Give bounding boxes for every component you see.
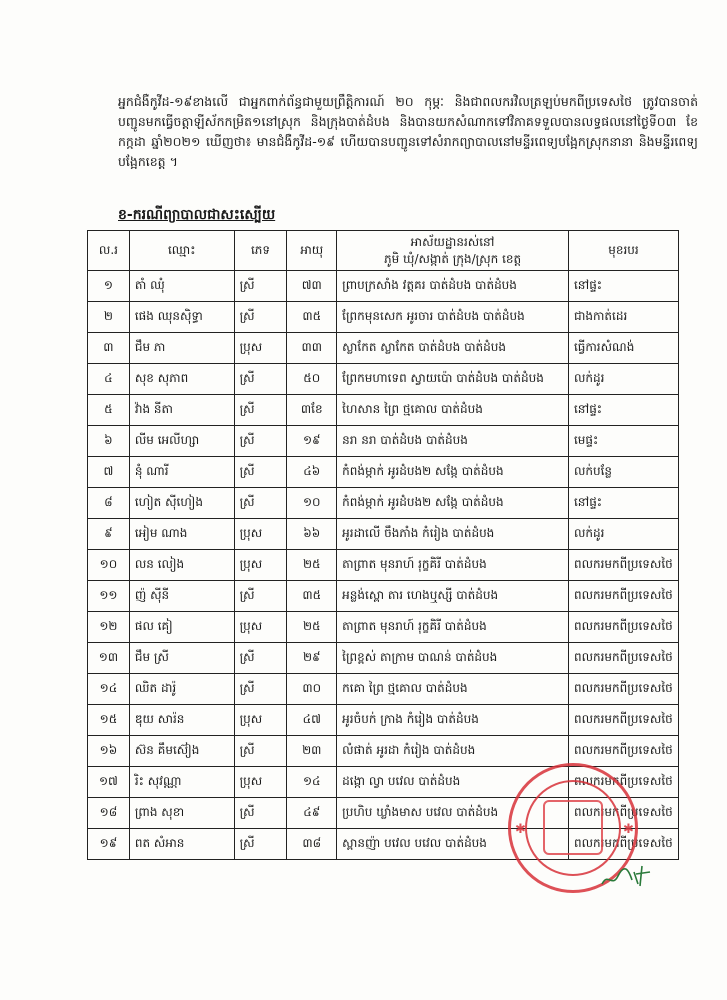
cell-address: ព្រៃខ្ពស់ តាក្រាម បាណន់ បាត់ដំបង	[337, 643, 569, 674]
cell-age: ២៣	[287, 736, 337, 767]
cell-name: ព្រាង សុខា	[129, 798, 234, 829]
cell-name: ផល គៀ	[129, 612, 234, 643]
cell-name: លីម អេលីហ្សា	[129, 426, 234, 457]
cell-age: ៣៣	[287, 333, 337, 364]
cell-address: អូរដាលើ ចឹងភាំង កំរៀង បាត់ដំបង	[337, 519, 569, 550]
cell-job: លក់ដូរ	[568, 364, 678, 395]
cell-sex: ស្រី	[234, 457, 287, 488]
cell-sex: ប្រុស	[234, 550, 287, 581]
cell-no: ១១	[88, 581, 130, 612]
cell-no: ៣	[88, 333, 130, 364]
cell-age: ១០	[287, 488, 337, 519]
table-row	[88, 581, 679, 612]
cell-sex: ស្រី	[234, 302, 287, 333]
cell-no: ២	[88, 302, 130, 333]
cell-address: ហៃសាន ព្រៃ ថ្មគោល បាត់ដំបង	[337, 395, 569, 426]
cell-sex: ស្រី	[234, 488, 287, 519]
cell-address: អន្លង់ស្ពោ តារ ហេងឬស្សី បាត់ដំបង	[337, 581, 569, 612]
table-row	[88, 271, 679, 302]
cell-job: ពលករមកពីប្រទេសថៃ	[568, 612, 678, 643]
cell-name: អៀម ណាង	[129, 519, 234, 550]
table-row	[88, 426, 679, 457]
cell-job: ពលករមកពីប្រទេសថៃ	[568, 674, 678, 705]
cell-sex: ប្រុស	[234, 767, 287, 798]
cell-address: តាព្រាត មុនរាហ៍ រុក្ខគិរី បាត់ដំបង	[337, 612, 569, 643]
seal-star-icon: ✱	[515, 822, 526, 837]
table-row	[88, 736, 679, 767]
cell-name: ផេង ឈុនស៊ិទ្ធា	[129, 302, 234, 333]
cell-name: ស៊ន គឹមស៊ៀង	[129, 736, 234, 767]
cell-address: លំផាត់ អូរដា កំរៀង បាត់ដំបង	[337, 736, 569, 767]
cell-sex: ស្រី	[234, 829, 287, 860]
cell-address: ស្លាកែត ស្លាកែត បាត់ដំបង បាត់ដំបង	[337, 333, 569, 364]
cell-no: ៦	[88, 426, 130, 457]
cell-job: ពលករមកពីប្រទេសថៃ	[568, 767, 678, 798]
cell-sex: ប្រុស	[234, 519, 287, 550]
cell-age: ៤៦	[287, 457, 337, 488]
table-row	[88, 612, 679, 643]
table-row	[88, 488, 679, 519]
cell-job: ពលករមកពីប្រទេសថៃ	[568, 798, 678, 829]
table-header-row	[88, 231, 679, 271]
table-row	[88, 550, 679, 581]
cell-address: ព្រែកមហាទេព ស្វាយប៉ោ បាត់ដំបង បាត់ដំបង	[337, 364, 569, 395]
cell-age: ៣៨	[287, 829, 337, 860]
cell-sex: ស្រី	[234, 426, 287, 457]
cell-no: ១៦	[88, 736, 130, 767]
cell-job: ពលករមកពីប្រទេសថៃ	[568, 736, 678, 767]
cell-address: កគោ ព្រៃ ថ្មគោល បាត់ដំបង	[337, 674, 569, 705]
cell-sex: ប្រុស	[234, 705, 287, 736]
cell-age: ១៤	[287, 767, 337, 798]
cell-name: តាំ ឈុំ	[129, 271, 234, 302]
cell-name: ជឹម ស្រី	[129, 643, 234, 674]
cell-no: ១០	[88, 550, 130, 581]
cell-age: ២៥	[287, 550, 337, 581]
cell-no: ១៣	[88, 643, 130, 674]
cell-address: តាព្រាត មុនរាហ៍ រុក្ខគិរី បាត់ដំបង	[337, 550, 569, 581]
cell-sex: ស្រី	[234, 674, 287, 705]
cell-address: ប្រហិប ឃ្លាំងមាស បវេល បាត់ដំបង	[337, 798, 569, 829]
cell-address: កំពង់ម្កាក់ អូរដំបង២ សង្កែ បាត់ដំបង	[337, 457, 569, 488]
header-sex: ភេទ	[234, 231, 287, 271]
cell-age: ៣០	[287, 674, 337, 705]
cell-no: ៥	[88, 395, 130, 426]
cell-sex: ស្រី	[234, 271, 287, 302]
cell-age: ៦៦	[287, 519, 337, 550]
cell-job: លក់បន្លែ	[568, 457, 678, 488]
cell-sex: ប្រុស	[234, 612, 287, 643]
cell-address: អូរចំបក់ ក្រាង កំរៀង បាត់ដំបង	[337, 705, 569, 736]
cell-job: នៅផ្ទះ	[568, 488, 678, 519]
cell-no: ១៧	[88, 767, 130, 798]
table-row	[88, 643, 679, 674]
signature-mark	[598, 858, 658, 892]
seal-star-icon: ✱	[623, 822, 634, 837]
cell-address: ស្ពានញ៉ា បវេល បវេល បាត់ដំបង	[337, 829, 569, 860]
cell-age: ៣ខែ	[287, 395, 337, 426]
cell-sex: ស្រី	[234, 643, 287, 674]
cell-age: ២៩	[287, 643, 337, 674]
cell-job: ពលករមកពីប្រទេសថៃ	[568, 705, 678, 736]
header-no: ល.រ	[88, 231, 130, 271]
table-row	[88, 302, 679, 333]
intro-paragraph	[118, 92, 698, 172]
cell-age: ៣៥	[287, 302, 337, 333]
header-name: ឈ្មោះ	[129, 231, 234, 271]
table-row	[88, 457, 679, 488]
cell-no: ១២	[88, 612, 130, 643]
section-title: ខ-ករណីព្យាបាលជាសះស្បើយ	[118, 207, 276, 223]
cell-address: នរា នរា បាត់ដំបង បាត់ដំបង	[337, 426, 569, 457]
cell-job: លក់ដូរ	[568, 519, 678, 550]
cell-no: ៤	[88, 364, 130, 395]
cell-name: សុខ សុភាព	[129, 364, 234, 395]
cell-age: ៧៣	[287, 271, 337, 302]
cell-address: ដង្កោ ល្វា បវេល បាត់ដំបង	[337, 767, 569, 798]
cell-sex: ប្រុស	[234, 333, 287, 364]
cell-address: ព្រាបក្រសាំង វត្តគរ បាត់ដំបង បាត់ដំបង	[337, 271, 569, 302]
table-row	[88, 395, 679, 426]
cell-age: ៤៧	[287, 705, 337, 736]
seal-emblem-icon	[543, 800, 603, 855]
cell-sex: ស្រី	[234, 581, 287, 612]
header-age: អាយុ	[287, 231, 337, 271]
table-row	[88, 519, 679, 550]
cell-name: ជឹម ភា	[129, 333, 234, 364]
header-job: មុខរបរ	[568, 231, 678, 271]
cell-age: ៤៩	[287, 798, 337, 829]
cell-name: ពត សំអាន	[129, 829, 234, 860]
header-address	[337, 231, 569, 271]
cell-name: ឌុយ សារ៉ន	[129, 705, 234, 736]
cell-no: ១៩	[88, 829, 130, 860]
cell-no: ១៨	[88, 798, 130, 829]
cell-age: ១៩	[287, 426, 337, 457]
cell-name: វ៉ាង នីតា	[129, 395, 234, 426]
cell-job: ពលករមកពីប្រទេសថៃ	[568, 581, 678, 612]
cell-sex: ស្រី	[234, 395, 287, 426]
cell-job: ជាងកាត់ដេរ	[568, 302, 678, 333]
cell-job: ពលករមកពីប្រទេសថៃ	[568, 643, 678, 674]
cell-name: ហៀត ស៊ីហៀង	[129, 488, 234, 519]
cell-address: កំពង់ម្កាក់ អូរដំបង២ សង្កែ បាត់ដំបង	[337, 488, 569, 519]
cell-name: នុំ ណារី	[129, 457, 234, 488]
cell-job: នៅផ្ទះ	[568, 271, 678, 302]
cell-job: ធ្វើការសំណង់	[568, 333, 678, 364]
cell-name: លន លៀង	[129, 550, 234, 581]
cell-no: ៧	[88, 457, 130, 488]
table-row	[88, 333, 679, 364]
cell-age: ៣៥	[287, 581, 337, 612]
header-address-line1: អាស័យដ្ឋានរស់នៅ	[410, 234, 495, 249]
cell-sex: ស្រី	[234, 364, 287, 395]
table-row	[88, 364, 679, 395]
cell-no: ១៥	[88, 705, 130, 736]
cell-address: ព្រែកមុនសេក អូរចារ បាត់ដំបង បាត់ដំបង	[337, 302, 569, 333]
cell-name: រិះ សុវណ្ណា	[129, 767, 234, 798]
cell-sex: ស្រី	[234, 736, 287, 767]
cell-job: ពលករមកពីប្រទេសថៃ	[568, 829, 678, 860]
cell-sex: ស្រី	[234, 798, 287, 829]
cell-no: ១៤	[88, 674, 130, 705]
cell-job: នៅផ្ទះ	[568, 395, 678, 426]
cell-no: ១	[88, 271, 130, 302]
cell-job: មេផ្ទះ	[568, 426, 678, 457]
header-address-line2: ភូមិ ឃុំ/សង្កាត់ ក្រុង/ស្រុក ខេត្ត	[383, 251, 522, 266]
cell-age: ២៥	[287, 612, 337, 643]
cell-age: ៥០	[287, 364, 337, 395]
cell-name: ឈិត ដារ៉ូ	[129, 674, 234, 705]
table-row	[88, 705, 679, 736]
cell-no: ៩	[88, 519, 130, 550]
intro-text: អ្នកជំងឺកូវីដ-១៩ខាងលើ ជាអ្នកពាក់ព័ន្ធជាមួយព្រឹត្តិការណ៍ ២០ កុម្ភៈ និងជាពលករវិលត្រឡប់មកពីប្រទេសថៃ ត្រូវបានចាត់បញ្ជូនមកធ្វើចត្តាឡីស័កកម្រិត១នៅស្រុក និងក្រុងបាត់ដំបង និងបានយកសំណាកទៅវិភាគទទួលបានលទ្ធផលនៅថ្ងៃទី០៣ ខែកក្កដា ឆ្នាំ២០២១ ឃើញថា៖ មានជំងឺកូវីដ-១៩ ហើយបានបញ្ជូនទៅសំរាកព្យាបាលនៅមន្ទីរពេទ្យបង្អែកស្រុកនានា និងមន្ទីរពេទ្យបង្អែកខេត្ត ។	[118, 94, 698, 169]
cell-no: ៨	[88, 488, 130, 519]
table-row	[88, 674, 679, 705]
cell-job: ពលករមកពីប្រទេសថៃ	[568, 550, 678, 581]
cell-name: ញ៉ សុីនី	[129, 581, 234, 612]
